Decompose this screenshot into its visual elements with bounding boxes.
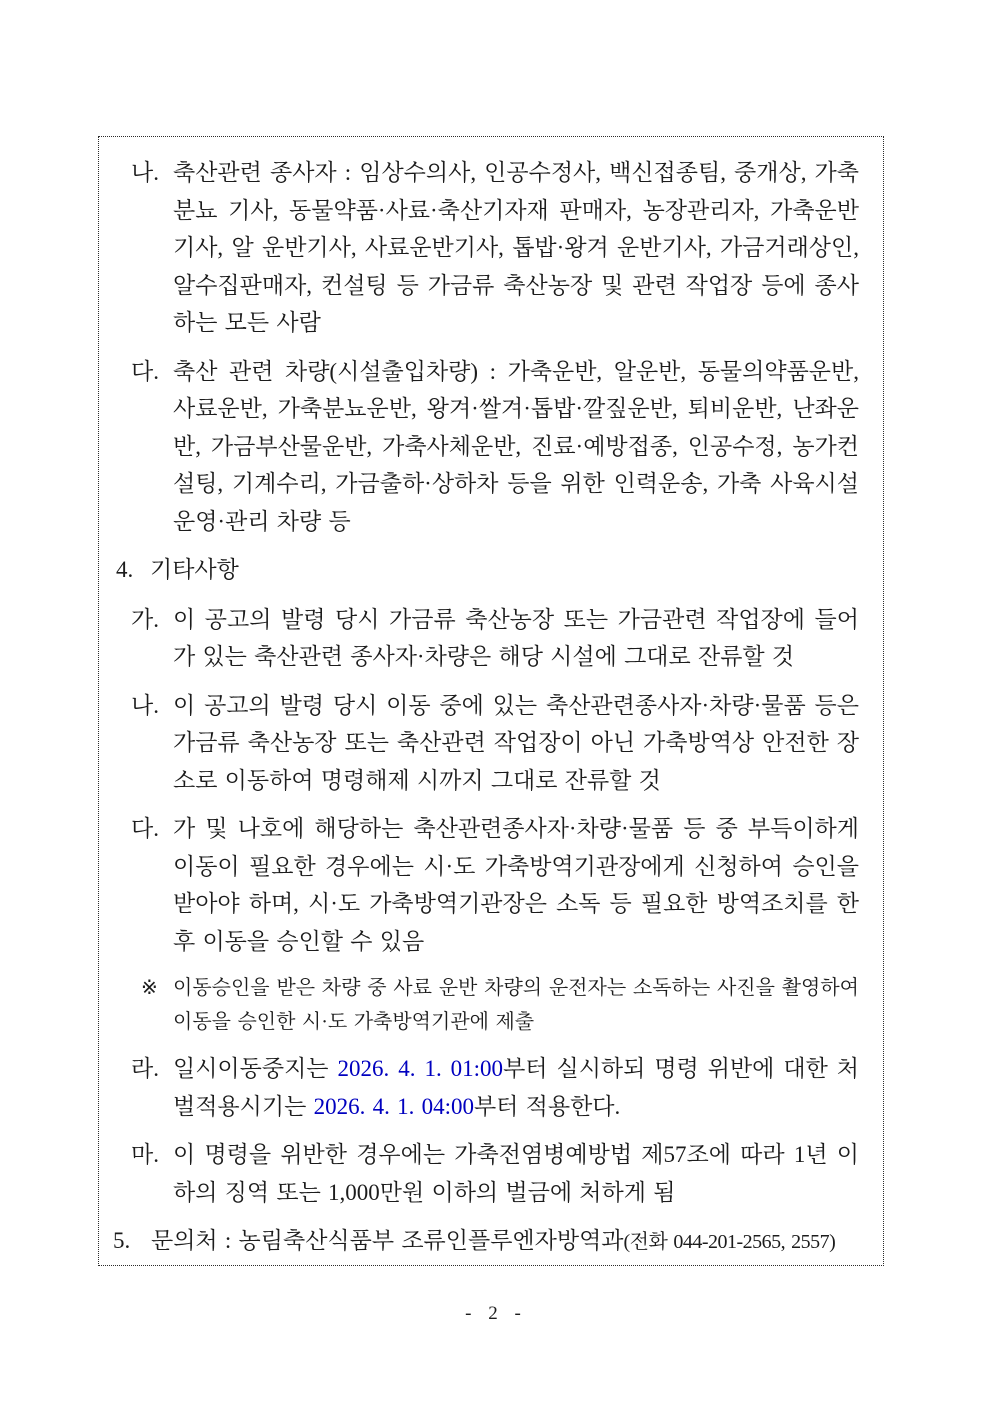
clause-livestock-workers-text: 축산관련 종사자 : 임상수의사, 인공수정사, 백신접종팀, 중개상, 가축분뇨 기사, 동물약품·사료·축산기자재 판매자, 농장관리자, 가축운반기사, 알 운반기사, 사료운반기사, 톱밥·왕겨 운반기사, 가금거래상인, 알수집판매자, 컨설팅 등 가금류 축산농장 및 관련 작업장 등에 종사하는 모든 사람 — [173, 160, 859, 335]
reference-mark-icon: ※ — [141, 977, 158, 999]
clause-remain-in-facility-label: 가. — [131, 606, 159, 632]
clause-violation-penalty-text: 이 명령을 위반한 경우에는 가축전염병예방법 제57조에 따라 1년 이하의 징역 또는 1,000만원 이하의 벌금에 처하게 됨 — [173, 1142, 859, 1205]
clause-movement-approval — [131, 810, 859, 960]
clause-in-transit — [131, 687, 859, 800]
clause-violation-penalty-label: 마. — [131, 1142, 159, 1167]
section-4-number: 4. — [116, 557, 134, 582]
note-feed-vehicle-disinfection-text: 이동승인을 받은 차량 중 사료 운반 차량의 운전자는 소독하는 사진을 촬영하여 이동을 승인한 시·도 가축방역기관에 제출 — [173, 977, 859, 1033]
clause-standstill-times-text — [173, 1050, 859, 1125]
clause-livestock-vehicles — [131, 353, 859, 541]
standstill-text-part2: 부터 실시하되 명령 위반에 대한 처벌적용시기는 — [173, 1056, 859, 1119]
clause-livestock-workers-label: 나. — [131, 160, 159, 185]
clause-in-transit-label: 나. — [131, 692, 159, 718]
clause-movement-approval-text: 가 및 나호에 해당하는 축산관련종사자·차량·물품 등 중 부득이하게 이동이 필요한 경우에는 시·도 가축방역기관장에게 신청하여 승인을 받아야 하며, 시·도 가축방역기관장은 소독 등 필요한 방역조치를 한 후 이동을 승인할 수 있음 — [173, 816, 859, 954]
clause-livestock-vehicles-label: 다. — [131, 358, 159, 384]
standstill-start-datetime: 2026. 4. 1. 01:00 — [337, 1056, 504, 1081]
notice-box — [98, 136, 884, 1266]
contact-text — [151, 1222, 877, 1262]
clause-in-transit-text: 이 공고의 발령 당시 이동 중에 있는 축산관련종사자·차량·물품 등은 가금류 축산농장 또는 축산관련 작업장이 아닌 가축방역상 안전한 장소로 이동하여 명령해제 시까지 그대로 잔류할 것 — [173, 692, 859, 793]
contact-phone: (전화 044-201-2565, 2557) — [623, 1231, 836, 1253]
section-4-heading — [116, 551, 859, 589]
clause-standstill-times-label: 라. — [131, 1056, 159, 1081]
contact-department: 문의처 : 농림축산식품부 조류인플루엔자방역과 — [151, 1228, 624, 1253]
clause-standstill-times — [131, 1050, 859, 1125]
note-feed-vehicle-disinfection — [141, 971, 859, 1039]
standstill-text-part1: 일시이동중지는 — [173, 1056, 338, 1081]
clause-remain-in-facility-text: 이 공고의 발령 당시 가금류 축산농장 또는 가금관련 작업장에 들어가 있는 축산관련 종사자·차량은 해당 시설에 그대로 잔류할 것 — [173, 606, 859, 669]
contact-number: 5. — [113, 1228, 131, 1253]
clause-violation-penalty — [131, 1136, 859, 1211]
clause-livestock-workers — [131, 154, 859, 342]
section-4-title: 기타사항 — [150, 557, 239, 582]
clause-livestock-vehicles-text: 축산 관련 차량(시설출입차량) : 가축운반, 알운반, 동물의약품운반, 사료운반, 가축분뇨운반, 왕겨·쌀겨·톱밥·깔짚운반, 퇴비운반, 난좌운반, 가금부산물운반, 가축사체운반, 진료·예방접종, 인공수정, 농가컨설팅, 기계수리, 가금출하·상하차 등을 위한 인력운송, 가축 사육시설 운영·관리 차량 등 — [173, 358, 859, 534]
penalty-start-datetime: 2026. 4. 1. 04:00 — [313, 1093, 474, 1119]
contact-line — [113, 1222, 877, 1262]
clause-movement-approval-label: 다. — [131, 816, 159, 841]
standstill-text-part3: 부터 적용한다. — [473, 1093, 621, 1119]
page-number: - 2 - — [465, 1303, 527, 1324]
clause-remain-in-facility — [131, 601, 859, 676]
